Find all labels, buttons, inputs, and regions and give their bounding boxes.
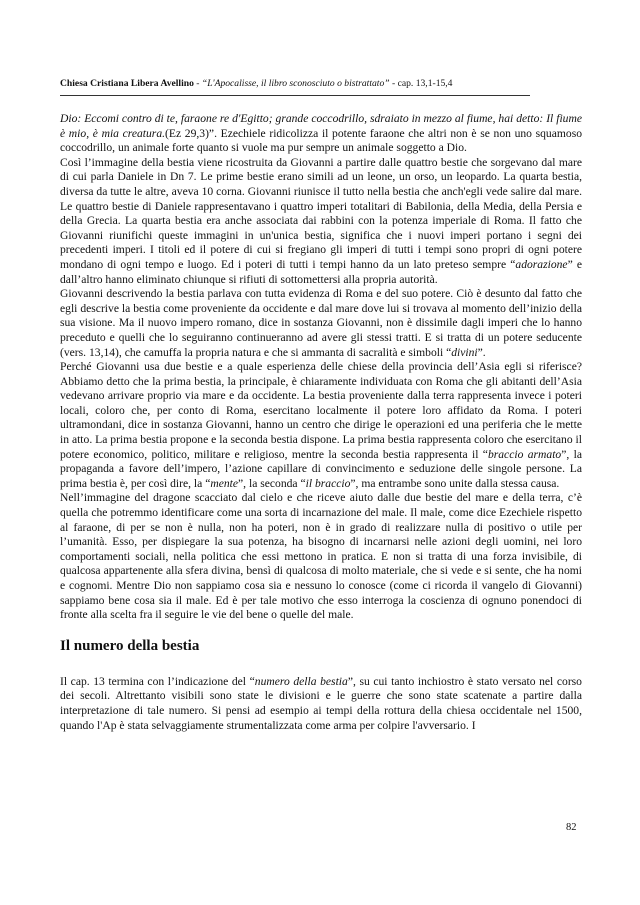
header-org: Chiesa Cristiana Libera Avellino xyxy=(60,78,194,89)
running-header xyxy=(60,78,582,89)
header-rule xyxy=(60,95,530,96)
paragraph-3: Giovanni descrivendo la bestia parlava con tutta evidenza di Roma e del suo potere. Ciò è desunto dal fatto che egli descrive la bestia come proveniente da occidente e dal mare dove lui si trovava al momento dell’inizio della sua visione. Ma il nuovo impero romano, dice in sostanza Giovanni, non è dissimile dagli imperi che lo hanno preceduto e quelli che lo seguiranno continueranno ad avere gli stessi tratti. E si tratta di un potere seducente (vers. 13,14), che camuffa la propria natura e che si ammanta di sacralità e simboli “divini”. xyxy=(60,287,582,359)
header-separator: - xyxy=(193,78,202,89)
page-number: 82 xyxy=(566,822,577,833)
ezekiel-quote: Dio: Eccomi contro di te, faraone re d'Egitto; grande coccodrillo, sdraiato in mezzo al fiume, hai detto: Il fiume è mio, è mia creatura. xyxy=(60,112,582,140)
document-body xyxy=(60,112,582,733)
section-heading: Il numero della bestia xyxy=(60,637,200,654)
header-chapter-ref: - cap. 13,1-15,4 xyxy=(389,78,453,89)
paragraph-5: Nell’immagine del dragone scacciato dal cielo e che riceve aiuto dalle due bestie del mare e della terra, c’è quella che potremmo identificare come una sorta di incarnazione del male. Il male, come dice Ezechiele rispetto al faraone, di per se non è nulla, non ha poteri, non è in grado di realizzare nulla di positivo o utile per l’umanità. Esso, per dispiegare la sua potenza, ha bisogno di incarnarsi nelle azioni degli uomini, nei loro comportamenti sociali, nella politica che essi mettono in pratica. E non si tratta di una forza invisibile, di qualcosa appartenente alla sfera divina, bensì di qualcosa di molto materiale, che si vede e si sente, che ha nomi e cognomi. Mentre Dio non sappiamo cosa sia e nessuno lo conosce (come ci ricorda il vangelo di Giovanni) sappiamo bene cosa sia il male. Ed è per tale motivo che esso interroga la coscienza di ognuno ponendoci di fronte alla scelta fra il seguire le vie del bene o quelle del male. xyxy=(60,491,582,622)
document-page xyxy=(60,78,582,733)
paragraph-1: Dio: Eccomi contro di te, faraone re d'Egitto; grande coccodrillo, sdraiato in mezzo al fiume, hai detto: Il fiume è mio, è mia creatura.(Ez 29,3)”. Ezechiele ridicolizza il potente faraone che altri non è se non uno squamoso coccodrillo, un animale forte quanto si vuole ma pur sempre un animale soggetto a Dio. xyxy=(60,112,583,155)
header-title: “L'Apocalisse, il libro sconosciuto o bistrattato” xyxy=(201,78,390,89)
paragraph-6: Il cap. 13 termina con l’indicazione del “numero della bestia”, su cui tanto inchiostro è stato versato nel corso dei secoli. Altrettanto visibili sono state le divisioni e le guerre che sono state scatenate a partire dalla interpretazione di tale numero. Si pensi ad esempio ai tempi della rottura della chiesa occidentale nel 1500, quando l'Ap è stata selvaggiamente strumentalizzata come arma per colpire l'avversario. I xyxy=(60,674,582,732)
paragraph-4: Perché Giovanni usa due bestie e a quale esperienza delle chiese della provincia dell’Asia egli si riferisce? Abbiamo detto che la prima bestia, la principale, è chiaramente individuata con Roma che gli abitanti dell’Asia vedevano arrivare proprio via mare e da occidente. La bestia proveniente dalla terra rappresenta invece i poteri locali, coloro che, per conto di Roma, esercitano localmente il potere loro affidato da Roma. I poteri ultramondani, dice in sostanza Giovanni, hanno un centro che dirige le operazioni ed una periferia che le mette in atto. La prima bestia propone e la seconda bestia dispone. La prima bestia rappresenta coloro che esercitano il potere economico, politico, militare e religioso, mentre la seconda bestia rappresenta il “braccio armato”, la propaganda a favore dell’impero, l’azione capillare di convincimento e seduzione delle singole persone. La prima bestia è, per così dire, la “mente”, la seconda “il braccio”, ma entrambe sono unite dalla stessa causa. xyxy=(60,360,583,490)
paragraph-2: Così l’immagine della bestia viene ricostruita da Giovanni a partire dalle quattro bestie che sorgevano dal mare di cui parla Daniele in Dn 7. Le prime bestie erano simili ad un leone, un orso, un leopardo. La quarta bestia, diversa da tutte le altre, aveva 10 corna. Giovanni riunisce il tutto nella bestia che anch'egli vede salire dal mare. Le quattro bestie di Daniele rappresentavano i quattro imperi totalitari di Babilonia, della Media, della Persia e della Grecia. La quarta bestia era anche associata dai rabbini con la potenza imperiale di Roma. Il fatto che Giovanni riunifichi queste immagini in un'unica bestia, significa che i nuovi imperi portano i segni dei precedenti imperi. I titoli ed il potere di cui si fregiano gli imperi di tutti i tempi sono propri di ogni potere mondano di ogni tempo e luogo. Ed i poteri di tutti i tempi hanno da un lato preteso sempre “adorazione” e dall’altro hanno eliminato chiunque si rifiuti di sottomettersi alla propria autorità. xyxy=(60,155,582,286)
